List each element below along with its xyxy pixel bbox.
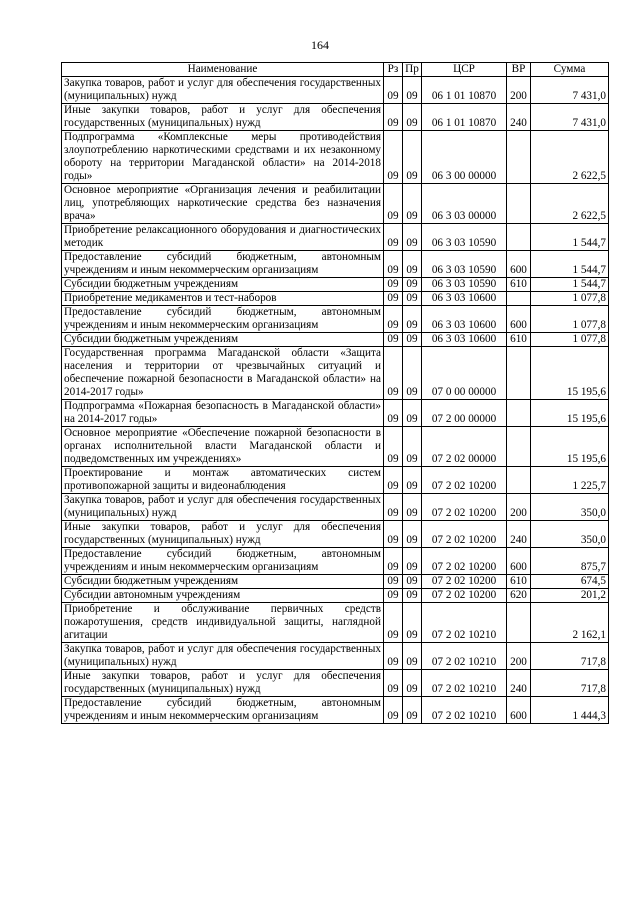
cell-csr: 06 3 03 10590 <box>422 224 507 251</box>
cell-vr: 240 <box>507 670 531 697</box>
cell-rz: 09 <box>384 589 403 603</box>
header-rz: Рз <box>384 63 403 77</box>
cell-pr: 09 <box>403 575 422 589</box>
cell-rz: 09 <box>384 347 403 400</box>
cell-csr: 07 2 02 10200 <box>422 589 507 603</box>
cell-sum: 717,8 <box>531 643 609 670</box>
table-row <box>62 589 609 603</box>
cell-sum: 1 077,8 <box>531 292 609 306</box>
cell-name: Субсидии бюджетным учреждениям <box>62 278 384 292</box>
cell-name: Иные закупки товаров, работ и услуг для обеспечения государственных (муниципальных) нужд <box>62 670 384 697</box>
cell-rz: 09 <box>384 575 403 589</box>
table-row <box>62 278 609 292</box>
cell-csr: 07 2 02 10210 <box>422 643 507 670</box>
table-row <box>62 224 609 251</box>
cell-pr: 09 <box>403 333 422 347</box>
cell-pr: 09 <box>403 77 422 104</box>
cell-sum: 1 225,7 <box>531 467 609 494</box>
header-sum: Сумма <box>531 63 609 77</box>
cell-sum: 1 544,7 <box>531 251 609 278</box>
table-row <box>62 347 609 400</box>
cell-name: Основное мероприятие «Обеспечение пожарной безопасности в органах исполнительной власти Магаданской области и подведомственных им учреждениях» <box>62 427 384 467</box>
cell-sum: 1 544,7 <box>531 278 609 292</box>
cell-sum: 2 162,1 <box>531 603 609 643</box>
header-row <box>62 63 609 77</box>
cell-pr: 09 <box>403 548 422 575</box>
cell-rz: 09 <box>384 400 403 427</box>
header-pr: Пр <box>403 63 422 77</box>
cell-vr <box>507 224 531 251</box>
cell-name: Государственная программа Магаданской области «Защита населения и территории от чрезвычайных ситуаций и обеспечение пожарной безопасности в Магаданской области» на 2014-2017 годы» <box>62 347 384 400</box>
table-row <box>62 670 609 697</box>
cell-sum: 875,7 <box>531 548 609 575</box>
cell-pr: 09 <box>403 494 422 521</box>
cell-vr <box>507 400 531 427</box>
cell-sum: 674,5 <box>531 575 609 589</box>
cell-rz: 09 <box>384 333 403 347</box>
cell-csr: 07 2 02 10200 <box>422 494 507 521</box>
table-row <box>62 104 609 131</box>
cell-vr: 200 <box>507 494 531 521</box>
page-number: 164 <box>311 38 329 52</box>
cell-name: Иные закупки товаров, работ и услуг для обеспечения государственных (муниципальных) нужд <box>62 521 384 548</box>
cell-vr <box>507 131 531 184</box>
cell-rz: 09 <box>384 224 403 251</box>
cell-csr: 07 2 02 10200 <box>422 575 507 589</box>
cell-vr <box>507 292 531 306</box>
table-row <box>62 306 609 333</box>
cell-sum: 350,0 <box>531 521 609 548</box>
cell-pr: 09 <box>403 224 422 251</box>
cell-name: Субсидии автономным учреждениям <box>62 589 384 603</box>
cell-sum: 2 622,5 <box>531 184 609 224</box>
cell-name: Предоставление субсидий бюджетным, автономным учреждениям и иным некоммерческим организациям <box>62 306 384 333</box>
cell-vr: 610 <box>507 278 531 292</box>
cell-pr: 09 <box>403 347 422 400</box>
cell-rz: 09 <box>384 670 403 697</box>
cell-rz: 09 <box>384 131 403 184</box>
cell-pr: 09 <box>403 278 422 292</box>
cell-vr: 620 <box>507 589 531 603</box>
table-row <box>62 427 609 467</box>
cell-name: Субсидии бюджетным учреждениям <box>62 575 384 589</box>
cell-name: Предоставление субсидий бюджетным, автономным учреждениям и иным некоммерческим организациям <box>62 548 384 575</box>
cell-sum: 15 195,6 <box>531 427 609 467</box>
cell-name: Основное мероприятие «Организация лечения и реабилитации лиц, употребляющих наркотические средства без назначения врача» <box>62 184 384 224</box>
table-row <box>62 575 609 589</box>
table-row <box>62 292 609 306</box>
cell-rz: 09 <box>384 643 403 670</box>
header-name: Наименование <box>62 63 384 77</box>
cell-name: Иные закупки товаров, работ и услуг для обеспечения государственных (муниципальных) нужд <box>62 104 384 131</box>
table-row <box>62 77 609 104</box>
cell-csr: 07 2 00 00000 <box>422 400 507 427</box>
cell-sum: 7 431,0 <box>531 77 609 104</box>
cell-vr: 610 <box>507 333 531 347</box>
cell-name: Подпрограмма «Комплексные меры противодействия злоупотреблению наркотическими средствами и их незаконному обороту на территории Магаданской области» на 2014-2018 годы» <box>62 131 384 184</box>
cell-csr: 07 2 02 10200 <box>422 467 507 494</box>
cell-csr: 06 1 01 10870 <box>422 77 507 104</box>
cell-sum: 7 431,0 <box>531 104 609 131</box>
table-row <box>62 251 609 278</box>
cell-sum: 1 077,8 <box>531 333 609 347</box>
cell-rz: 09 <box>384 104 403 131</box>
cell-vr <box>507 603 531 643</box>
cell-pr: 09 <box>403 670 422 697</box>
cell-name: Проектирование и монтаж автоматических систем противопожарной защиты и видеонаблюдения <box>62 467 384 494</box>
cell-rz: 09 <box>384 77 403 104</box>
table-row <box>62 333 609 347</box>
cell-rz: 09 <box>384 467 403 494</box>
cell-csr: 06 3 03 10600 <box>422 306 507 333</box>
cell-csr: 06 3 03 10590 <box>422 251 507 278</box>
table-row <box>62 603 609 643</box>
cell-pr: 09 <box>403 589 422 603</box>
cell-sum: 1 544,7 <box>531 224 609 251</box>
cell-rz: 09 <box>384 697 403 724</box>
table-row <box>62 521 609 548</box>
cell-rz: 09 <box>384 521 403 548</box>
cell-vr: 610 <box>507 575 531 589</box>
cell-name: Подпрограмма «Пожарная безопасность в Магаданской области» на 2014-2017 годы» <box>62 400 384 427</box>
cell-pr: 09 <box>403 643 422 670</box>
cell-rz: 09 <box>384 278 403 292</box>
cell-csr: 06 3 03 10600 <box>422 333 507 347</box>
cell-pr: 09 <box>403 131 422 184</box>
cell-rz: 09 <box>384 306 403 333</box>
cell-csr: 06 3 03 10590 <box>422 278 507 292</box>
cell-csr: 07 2 02 10210 <box>422 603 507 643</box>
cell-sum: 15 195,6 <box>531 400 609 427</box>
cell-vr: 240 <box>507 104 531 131</box>
cell-rz: 09 <box>384 184 403 224</box>
table-row <box>62 131 609 184</box>
cell-csr: 07 2 02 10200 <box>422 521 507 548</box>
cell-pr: 09 <box>403 697 422 724</box>
cell-name: Предоставление субсидий бюджетным, автономным учреждениям и иным некоммерческим организациям <box>62 697 384 724</box>
cell-sum: 1 444,3 <box>531 697 609 724</box>
cell-pr: 09 <box>403 521 422 548</box>
cell-csr: 07 2 02 10210 <box>422 697 507 724</box>
table-row <box>62 494 609 521</box>
cell-pr: 09 <box>403 603 422 643</box>
budget-table <box>61 62 609 724</box>
cell-vr <box>507 347 531 400</box>
cell-sum: 201,2 <box>531 589 609 603</box>
cell-name: Закупка товаров, работ и услуг для обеспечения государственных (муниципальных) нужд <box>62 494 384 521</box>
cell-csr: 06 1 01 10870 <box>422 104 507 131</box>
cell-rz: 09 <box>384 292 403 306</box>
cell-pr: 09 <box>403 292 422 306</box>
cell-pr: 09 <box>403 400 422 427</box>
cell-vr: 200 <box>507 643 531 670</box>
cell-sum: 1 077,8 <box>531 306 609 333</box>
cell-rz: 09 <box>384 548 403 575</box>
cell-name: Закупка товаров, работ и услуг для обеспечения государственных (муниципальных) нужд <box>62 77 384 104</box>
cell-csr: 06 3 03 10600 <box>422 292 507 306</box>
cell-sum: 350,0 <box>531 494 609 521</box>
cell-pr: 09 <box>403 251 422 278</box>
cell-vr: 600 <box>507 306 531 333</box>
cell-name: Закупка товаров, работ и услуг для обеспечения государственных (муниципальных) нужд <box>62 643 384 670</box>
cell-pr: 09 <box>403 306 422 333</box>
table-row <box>62 400 609 427</box>
cell-vr: 600 <box>507 548 531 575</box>
cell-vr <box>507 467 531 494</box>
cell-sum: 717,8 <box>531 670 609 697</box>
cell-csr: 07 2 02 00000 <box>422 427 507 467</box>
cell-csr: 06 3 00 00000 <box>422 131 507 184</box>
table-row <box>62 697 609 724</box>
cell-vr: 200 <box>507 77 531 104</box>
cell-name: Приобретение релаксационного оборудования и диагностических методик <box>62 224 384 251</box>
table-row <box>62 643 609 670</box>
cell-rz: 09 <box>384 603 403 643</box>
cell-sum: 2 622,5 <box>531 131 609 184</box>
cell-vr <box>507 184 531 224</box>
cell-csr: 06 3 03 00000 <box>422 184 507 224</box>
cell-name: Приобретение и обслуживание первичных средств пожаротушения, средств индивидуальной защиты, наглядной агитации <box>62 603 384 643</box>
cell-csr: 07 0 00 00000 <box>422 347 507 400</box>
table-row <box>62 467 609 494</box>
cell-vr: 600 <box>507 251 531 278</box>
cell-rz: 09 <box>384 251 403 278</box>
cell-pr: 09 <box>403 184 422 224</box>
cell-vr: 600 <box>507 697 531 724</box>
cell-pr: 09 <box>403 427 422 467</box>
cell-sum: 15 195,6 <box>531 347 609 400</box>
cell-vr <box>507 427 531 467</box>
cell-rz: 09 <box>384 494 403 521</box>
cell-vr: 240 <box>507 521 531 548</box>
cell-csr: 07 2 02 10200 <box>422 548 507 575</box>
cell-csr: 07 2 02 10210 <box>422 670 507 697</box>
cell-name: Предоставление субсидий бюджетным, автономным учреждениям и иным некоммерческим организациям <box>62 251 384 278</box>
cell-name: Приобретение медикаментов и тест-наборов <box>62 292 384 306</box>
cell-pr: 09 <box>403 467 422 494</box>
table-row <box>62 548 609 575</box>
cell-name: Субсидии бюджетным учреждениям <box>62 333 384 347</box>
table-row <box>62 184 609 224</box>
cell-pr: 09 <box>403 104 422 131</box>
header-csr: ЦСР <box>422 63 507 77</box>
cell-rz: 09 <box>384 427 403 467</box>
header-vr: ВР <box>507 63 531 77</box>
